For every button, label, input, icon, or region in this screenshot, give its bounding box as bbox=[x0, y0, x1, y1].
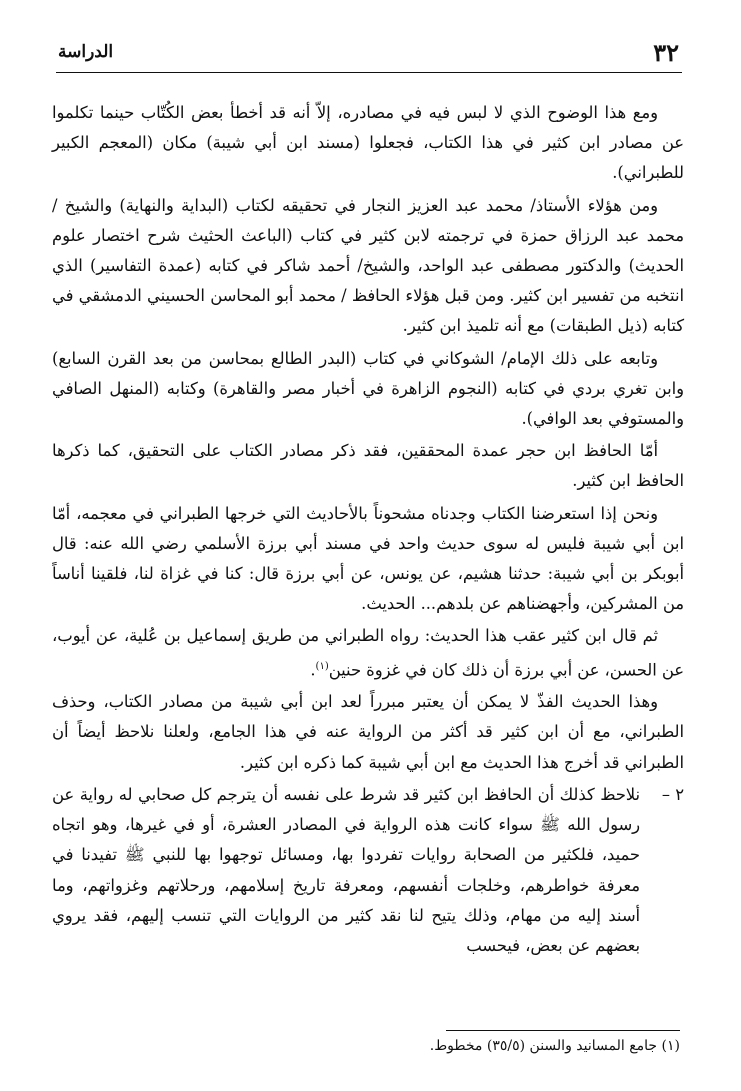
paragraph-tail: . bbox=[310, 660, 316, 680]
paragraph-text: ثم قال ابن كثير عقب هذا الحديث: رواه الطبراني من طريق إسماعيل بن عُلية، عن أيوب، عن الحسن، عن أبي برزة أن ذلك كان في غزوة حنين bbox=[52, 626, 684, 680]
header-divider bbox=[56, 72, 682, 73]
numbered-paragraph bbox=[52, 780, 684, 961]
footnote bbox=[360, 1038, 680, 1054]
paragraph: وهذا الحديث الفذّ لا يمكن أن يعتبر مبرراً لعد ابن أبي شيبة من مصادر الكتاب، وحذف الطبراني، مع أن ابن كثير قد أكثر من الرواية عنه في هذا الجامع، ولعلنا نلاحظ أيضاً أن الطبراني قد أخرج هذا الحديث مع ابن أبي شيبة كما ذكره ابن كثير. bbox=[52, 692, 684, 772]
paragraph: أمّا الحافظ ابن حجر عمدة المحققين، فقد ذكر مصادر الكتاب على التحقيق، كما ذكرها الحافظ ابن كثير. bbox=[52, 441, 684, 491]
body-text bbox=[52, 98, 684, 963]
footnote-marker: (١) bbox=[661, 1038, 680, 1054]
numbered-paragraph-text: نلاحظ كذلك أن الحافظ ابن كثير قد شرط على نفسه أن يترجم كل صحابي له رواية عن رسول الله ﷺ سواء كانت هذه الرواية في المصادر العشرة، أو في غيرها، وهو اتجاه حميد، فلكثير من الصحابة روايات تفردوا بها، ومسائل توجهوا بها للنبي ﷺ تفيدنا في معرفة خواطرهم، وخلجات أنفسهم، ومعرفة تاريخ إسلامهم، ورحلاتهم وغزواتهم، وما أسند إليه من مهام، وذلك يتيح لنا نقد كثير من الروايات التي تنسب إليهم، فقد يروي بعضهم عن بعض، فيحسب bbox=[52, 784, 640, 955]
paragraph: ونحن إذا استعرضنا الكتاب وجدناه مشحوناً بالأحاديث التي خرجها الطبراني في معجمه، أمّا ابن أبي شيبة فليس له سوى حديث واحد في مسند أبي برزة الأسلمي رضي الله عنه: قال أبوبكر بن أبي شيبة: حدثنا هشيم، عن يونس، عن أبي برزة قال: كنا في غزاة لنا، فلقينا أناساً من المشركين، وأجهضناهم عن بلدهم... الحديث. bbox=[52, 503, 684, 614]
footnote-reference[interactable]: (١) bbox=[315, 660, 329, 672]
running-header-title: الدراسة bbox=[58, 42, 114, 62]
footnote-divider bbox=[446, 1030, 680, 1031]
paragraph: وتابعه على ذلك الإمام/ الشوكاني في كتاب (البدر الطالع بمحاسن من بعد القرن السابع) وابن تغري بردي في كتابه (النجوم الزاهرة في أخبار مصر والقاهرة) وكتابه (المنهل الصافي والمستوفي بعد الوافي). bbox=[52, 348, 684, 429]
paragraph bbox=[52, 621, 684, 685]
page-number: ٣٢ bbox=[653, 38, 679, 67]
item-number: ٢ – bbox=[661, 784, 684, 804]
footnote-text: جامع المسانيد والسنن (٣٥/٥) مخطوط. bbox=[429, 1038, 658, 1054]
paragraph: ومن هؤلاء الأستاذ/ محمد عبد العزيز النجار في تحقيقه لكتاب (البداية والنهاية) والشيخ / محمد عبد الرزاق حمزة في ترجمته لابن كثير في كتاب (الباعث الحثيث شرح اختصار علوم الحديث) والدكتور مصطفى عبد الواحد، والشيخ/ أحمد شاكر في كتابه (عمدة التفاسير) الذي انتخبه من تفسير ابن كثير. ومن قبل هؤلاء الحافظ / محمد أبو المحاسن الحسيني الدمشقي في كتابه (ذيل الطبقات) مع أنه تلميذ ابن كثير. bbox=[52, 195, 684, 336]
paragraph: ومع هذا الوضوح الذي لا لبس فيه في مصادره، إلاّ أنه قد أخطأ بعض الكُتّاب حينما تكلموا عن مصادر ابن كثير في هذا الكتاب، فجعلوا (مسند ابن أبي شيبة) مكان (المعجم الكبير للطبراني). bbox=[52, 103, 684, 183]
